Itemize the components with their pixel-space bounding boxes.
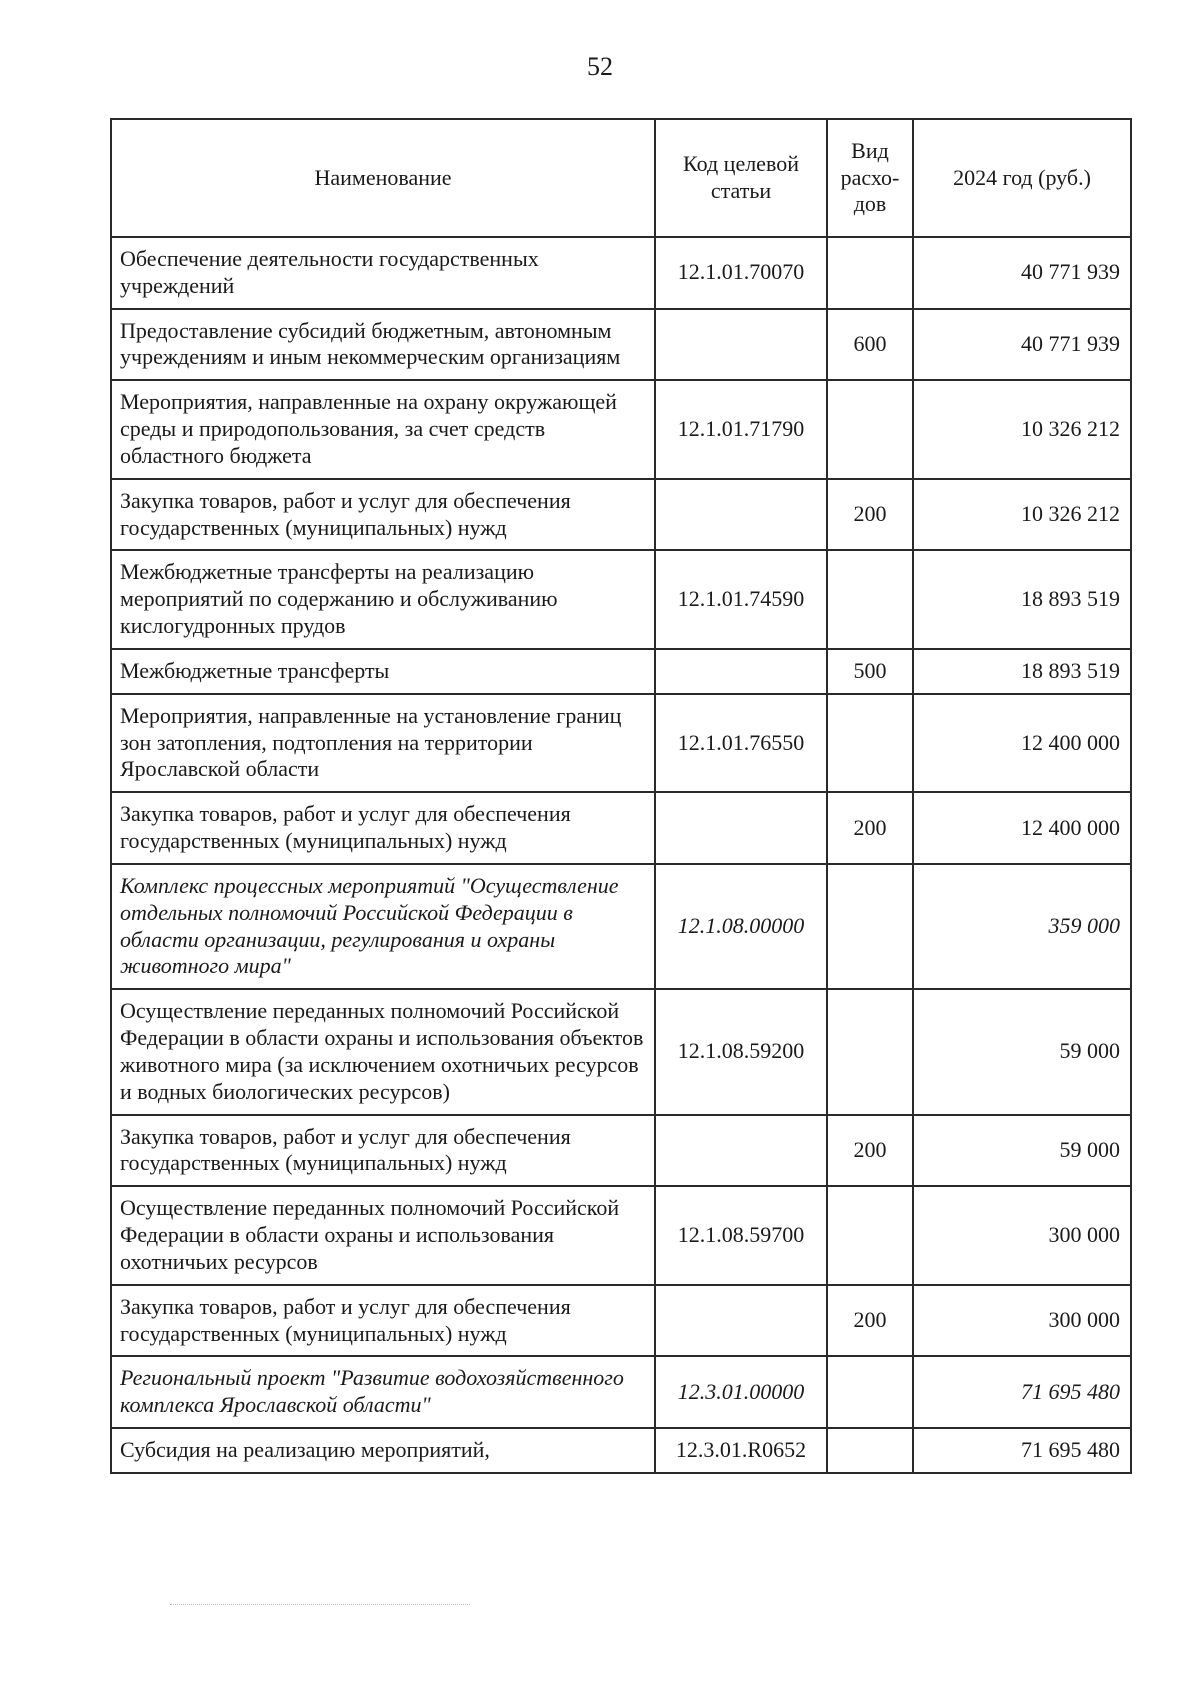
- table-row: [111, 237, 1131, 309]
- cell-code: 12.1.08.00000: [655, 864, 827, 989]
- header-type: Вид расхо-дов: [827, 119, 913, 237]
- cell-amount: 359 000: [913, 864, 1131, 989]
- cell-type: [827, 550, 913, 648]
- cell-type: [827, 864, 913, 989]
- cell-code: [655, 479, 827, 551]
- budget-table: [110, 118, 1132, 1474]
- header-code: Код целевой статьи: [655, 119, 827, 237]
- cell-code: 12.1.01.71790: [655, 380, 827, 478]
- cell-type: [827, 1186, 913, 1284]
- cell-type: [827, 237, 913, 309]
- cell-name: Комплекс процессных мероприятий "Осуществление отдельных полномочий Российской Федерации в области организации, регулирования и охраны животного мира": [111, 864, 655, 989]
- cell-type: [827, 989, 913, 1114]
- scan-artifact: [170, 1604, 470, 1609]
- cell-name: Региональный проект "Развитие водохозяйственного комплекса Ярославской области": [111, 1356, 655, 1428]
- header-name: Наименование: [111, 119, 655, 237]
- cell-amount: 300 000: [913, 1285, 1131, 1357]
- cell-amount: 300 000: [913, 1186, 1131, 1284]
- cell-type: 200: [827, 479, 913, 551]
- table-row: [111, 1428, 1131, 1473]
- cell-code: 12.1.01.74590: [655, 550, 827, 648]
- cell-amount: 40 771 939: [913, 309, 1131, 381]
- cell-amount: 59 000: [913, 1115, 1131, 1187]
- cell-code: [655, 649, 827, 694]
- cell-name: Межбюджетные трансферты на реализацию мероприятий по содержанию и обслуживанию кислогудронных прудов: [111, 550, 655, 648]
- table-header-row: [111, 119, 1131, 237]
- cell-name: Субсидия на реализацию мероприятий,: [111, 1428, 655, 1473]
- cell-amount: 18 893 519: [913, 649, 1131, 694]
- table-row: [111, 1115, 1131, 1187]
- table-row: [111, 309, 1131, 381]
- table-row: [111, 479, 1131, 551]
- cell-name: Закупка товаров, работ и услуг для обеспечения государственных (муниципальных) нужд: [111, 1115, 655, 1187]
- cell-code: 12.3.01.00000: [655, 1356, 827, 1428]
- table-row: [111, 380, 1131, 478]
- cell-type: 200: [827, 1285, 913, 1357]
- cell-type: [827, 1428, 913, 1473]
- table-row: [111, 989, 1131, 1114]
- cell-name: Мероприятия, направленные на охрану окружающей среды и природопользования, за счет средств областного бюджета: [111, 380, 655, 478]
- cell-type: 500: [827, 649, 913, 694]
- cell-type: [827, 380, 913, 478]
- cell-amount: 10 326 212: [913, 479, 1131, 551]
- cell-amount: 10 326 212: [913, 380, 1131, 478]
- table-row: [111, 649, 1131, 694]
- cell-amount: 71 695 480: [913, 1428, 1131, 1473]
- cell-type: [827, 694, 913, 792]
- cell-amount: 71 695 480: [913, 1356, 1131, 1428]
- cell-name: Межбюджетные трансферты: [111, 649, 655, 694]
- cell-type: 200: [827, 792, 913, 864]
- table-row: [111, 1186, 1131, 1284]
- cell-code: [655, 1285, 827, 1357]
- table-row: [111, 864, 1131, 989]
- cell-code: [655, 792, 827, 864]
- cell-code: [655, 309, 827, 381]
- cell-name: Предоставление субсидий бюджетным, автономным учреждениям и иным некоммерческим организациям: [111, 309, 655, 381]
- cell-amount: 40 771 939: [913, 237, 1131, 309]
- page-number: 52: [587, 52, 613, 81]
- cell-amount: 12 400 000: [913, 792, 1131, 864]
- cell-amount: 59 000: [913, 989, 1131, 1114]
- cell-type: 200: [827, 1115, 913, 1187]
- cell-code: 12.1.01.76550: [655, 694, 827, 792]
- cell-name: Обеспечение деятельности государственных учреждений: [111, 237, 655, 309]
- table-row: [111, 792, 1131, 864]
- cell-name: Мероприятия, направленные на установление границ зон затопления, подтопления на территории Ярославской области: [111, 694, 655, 792]
- cell-name: Закупка товаров, работ и услуг для обеспечения государственных (муниципальных) нужд: [111, 1285, 655, 1357]
- cell-type: 600: [827, 309, 913, 381]
- cell-code: [655, 1115, 827, 1187]
- cell-code: 12.1.08.59700: [655, 1186, 827, 1284]
- cell-name: Осуществление переданных полномочий Российской Федерации в области охраны и использования объектов животного мира (за исключением охотничьих ресурсов и водных биологических ресурсов): [111, 989, 655, 1114]
- table-row: [111, 1356, 1131, 1428]
- cell-name: Закупка товаров, работ и услуг для обеспечения государственных (муниципальных) нужд: [111, 479, 655, 551]
- cell-amount: 18 893 519: [913, 550, 1131, 648]
- cell-amount: 12 400 000: [913, 694, 1131, 792]
- cell-code: 12.1.01.70070: [655, 237, 827, 309]
- table-row: [111, 694, 1131, 792]
- cell-code: 12.1.08.59200: [655, 989, 827, 1114]
- table-body: [111, 237, 1131, 1473]
- header-amount: 2024 год (руб.): [913, 119, 1131, 237]
- table-row: [111, 550, 1131, 648]
- cell-name: Осуществление переданных полномочий Российской Федерации в области охраны и использования охотничьих ресурсов: [111, 1186, 655, 1284]
- cell-type: [827, 1356, 913, 1428]
- cell-name: Закупка товаров, работ и услуг для обеспечения государственных (муниципальных) нужд: [111, 792, 655, 864]
- table-row: [111, 1285, 1131, 1357]
- cell-code: 12.3.01.R0652: [655, 1428, 827, 1473]
